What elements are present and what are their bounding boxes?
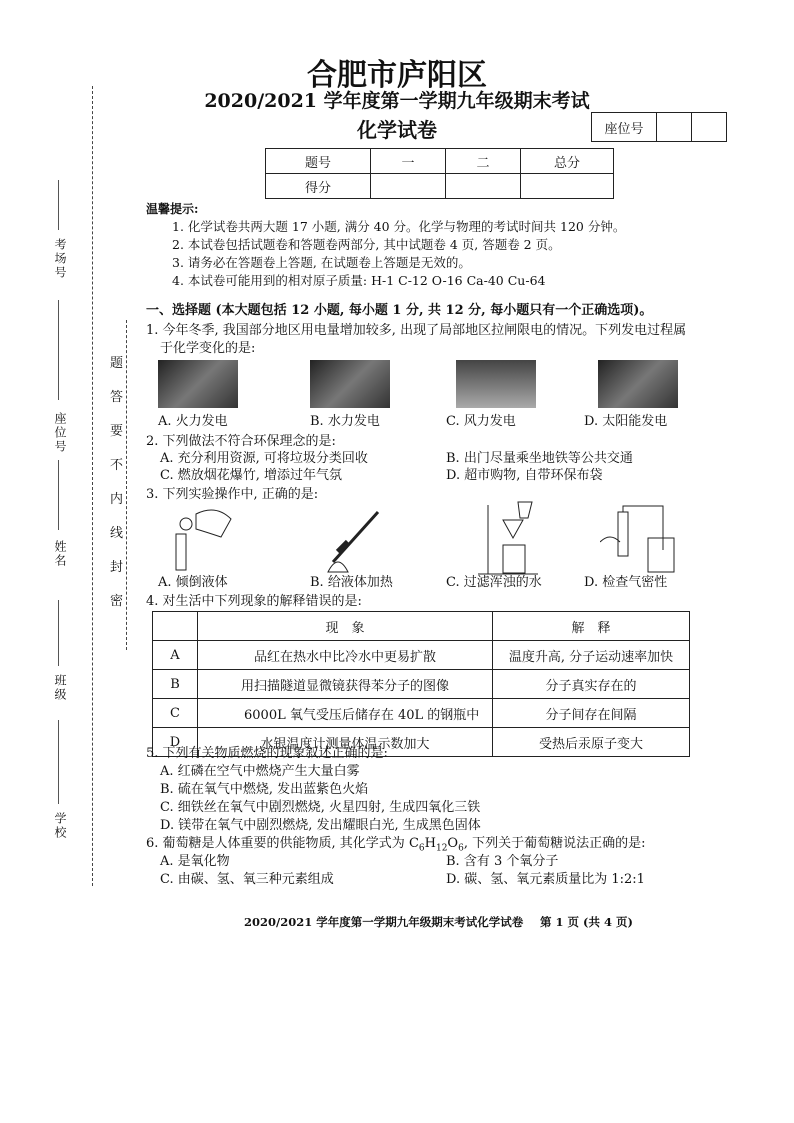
q4-row-phenomenon: 6000L 氧气受压后储存在 40L 的钢瓶中 [198, 699, 493, 728]
q2-option-b: B. 出门尽量乘坐地铁等公共交通 [446, 451, 633, 466]
seat-number-label: 座位号 [592, 113, 657, 142]
q5-option-d: D. 镁带在氧气中剧烈燃烧, 发出耀眼白光, 生成黑色固体 [160, 818, 481, 833]
tip-item: 2. 本试卷包括试题卷和答题卷两部分, 其中试题卷 4 页, 答题卷 2 页。 [172, 237, 561, 252]
q3-option-b: B. 给液体加热 [310, 575, 393, 590]
solar-power-image [598, 360, 678, 408]
formula-o: O [447, 836, 459, 851]
seal-char: 内 [110, 492, 124, 507]
q6-option-a: A. 是氧化物 [160, 854, 230, 869]
tip-item: 3. 请务必在答题卷上答题, 在试题卷上答题是无效的。 [172, 255, 471, 270]
q4-row-phenomenon: 品红在热水中比冷水中更易扩散 [198, 641, 493, 670]
q4-header-phenomenon: 现 象 [198, 612, 493, 641]
q6-stem-post: , 下列关于葡萄糖说法正确的是: [463, 836, 646, 851]
q4-row-key: A [153, 641, 198, 670]
q6-option-c: C. 由碳、氢、氧三种元素组成 [160, 872, 334, 887]
q5-option-b: B. 硫在氧气中燃烧, 发出蓝紫色火焰 [160, 782, 369, 797]
pour-liquid-diagram [156, 504, 246, 574]
heat-liquid-diagram [318, 502, 398, 574]
score-cell[interactable] [446, 174, 521, 199]
q1-option-c: C. 风力发电 [446, 414, 516, 429]
q2-option-c: C. 燃放烟花爆竹, 增添过年气氛 [160, 468, 343, 483]
q6-option-b: B. 含有 3 个氧分子 [446, 854, 559, 869]
q6-option-d: D. 碳、氢、氧元素质量比为 1:2:1 [446, 872, 645, 887]
seat-cell[interactable] [657, 113, 692, 142]
q4-table [152, 611, 690, 757]
formula-sub: 6 [418, 843, 425, 854]
exam-title: 2020/2021 学年度第一学期九年级期末考试 [204, 90, 590, 112]
formula-sub: 12 [435, 843, 448, 854]
seat-cell[interactable] [692, 113, 727, 142]
q5-stem: 5. 下列有关物质燃烧的现象叙述正确的是: [146, 746, 388, 761]
score-header: 二 [446, 149, 521, 174]
q3-option-d: D. 检查气密性 [584, 575, 668, 590]
thermal-power-image [158, 360, 238, 408]
name-field[interactable] [58, 460, 60, 530]
airtightness-diagram [600, 502, 680, 576]
binding-dashed-line [92, 86, 93, 886]
exam-room-label: 考场号 [53, 238, 67, 280]
seal-char: 线 [110, 526, 124, 541]
seal-dashed-line [126, 320, 127, 650]
seat-no-label: 座位号 [53, 412, 67, 454]
page-number: 第 1 页 (共 4 页) [540, 915, 633, 929]
tips-title: 温馨提示: [146, 202, 199, 216]
q4-row-explanation: 受热后汞原子变大 [493, 728, 690, 757]
q3-option-a: A. 倾倒液体 [158, 575, 228, 590]
q2-stem: 2. 下列做法不符合环保理念的是: [146, 434, 336, 449]
tip-item: 1. 化学试卷共两大题 17 小题, 满分 40 分。化学与物理的考试时间共 120 分钟。 [172, 219, 626, 234]
q4-row-key: D [153, 728, 198, 757]
q4-row-explanation: 分子间存在间隔 [493, 699, 690, 728]
seat-no-field[interactable] [58, 300, 60, 400]
seal-char: 答 [110, 390, 124, 405]
seal-char: 密 [110, 594, 124, 609]
score-cell[interactable] [371, 174, 446, 199]
school-label: 学校 [53, 812, 67, 840]
q2-option-d: D. 超市购物, 自带环保布袋 [446, 468, 603, 483]
seal-char: 要 [110, 424, 124, 439]
class-field[interactable] [58, 600, 60, 666]
wind-power-image [456, 360, 536, 408]
filter-diagram [478, 500, 548, 576]
name-label: 姓名 [53, 540, 67, 568]
exam-room-field[interactable] [58, 180, 60, 230]
formula-h: H [424, 836, 436, 851]
score-header: 总分 [521, 149, 614, 174]
seal-char: 封 [110, 560, 124, 575]
q1-stem: 1. 今年冬季, 我国部分地区用电量增加较多, 出现了局部地区拉闸限电的情况。下列发电过程属 [146, 323, 687, 338]
seal-char: 不 [110, 458, 124, 473]
hydro-power-image [310, 360, 390, 408]
q4-row-phenomenon: 用扫描隧道显微镜获得苯分子的图像 [198, 670, 493, 699]
q2-option-a: A. 充分利用资源, 可将垃圾分类回收 [160, 451, 368, 466]
q4-stem: 4. 对生活中下列现象的解释错误的是: [146, 594, 362, 609]
q5-option-a: A. 红磷在空气中燃烧产生大量白雾 [160, 764, 360, 779]
q1-option-a: A. 火力发电 [158, 414, 228, 429]
score-table [265, 148, 614, 199]
formula-sub: 6 [458, 843, 464, 854]
q4-row-phenomenon: 水银温度计测量体温示数加大 [198, 728, 493, 757]
q3-stem: 3. 下列实验操作中, 正确的是: [146, 487, 319, 502]
q4-row-key: C [153, 699, 198, 728]
q1-stem-cont: 于化学变化的是: [160, 341, 256, 356]
q4-row-key: B [153, 670, 198, 699]
tip-item: 4. 本试卷可能用到的相对原子质量: H-1 C-12 O-16 Ca-40 Cu-64 [172, 273, 546, 288]
q4-row-explanation: 分子真实存在的 [493, 670, 690, 699]
q6-stem-pre: 6. 葡萄糖是人体重要的供能物质, 其化学式为 [146, 836, 409, 851]
q4-header-explanation: 解 释 [493, 612, 690, 641]
city-title: 合肥市庐阳区 [307, 58, 487, 93]
school-field[interactable] [58, 720, 60, 804]
score-header: 题号 [266, 149, 371, 174]
q1-option-b: B. 水力发电 [310, 414, 380, 429]
seat-number-box [591, 112, 727, 142]
score-header: 一 [371, 149, 446, 174]
footer-title: 2020/2021 学年度第一学期九年级期末考试化学试卷 [244, 915, 524, 929]
score-cell[interactable] [521, 174, 614, 199]
q3-option-c: C. 过滤浑浊的水 [446, 575, 542, 590]
seal-char: 题 [110, 356, 124, 371]
q4-corner [153, 612, 198, 641]
q4-row-explanation: 温度升高, 分子运动速率加快 [493, 641, 690, 670]
formula-c: C [408, 836, 419, 851]
q1-option-d: D. 太阳能发电 [584, 414, 668, 429]
class-label: 班级 [53, 674, 67, 702]
section-heading: 一、选择题 (本大题包括 12 小题, 每小题 1 分, 共 12 分, 每小题只有一个正确选项)。 [146, 303, 653, 318]
score-row-label: 得分 [266, 174, 371, 199]
q5-option-c: C. 细铁丝在氧气中剧烈燃烧, 火星四射, 生成四氧化三铁 [160, 800, 481, 815]
subject-title: 化学试卷 [357, 118, 437, 142]
